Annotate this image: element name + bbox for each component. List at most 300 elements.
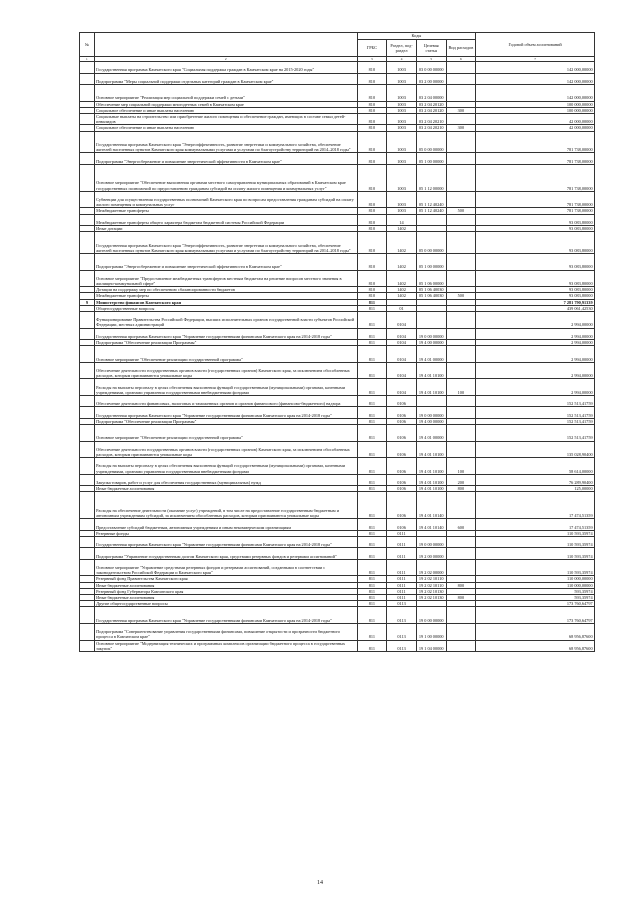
row-number xyxy=(80,85,95,102)
row-vid xyxy=(446,407,476,418)
table-row xyxy=(80,131,595,153)
row-name: Подпрограмма "Обеспечение реализации Программы" xyxy=(94,418,357,424)
row-razdel: 0106 xyxy=(387,418,417,424)
table-row xyxy=(80,85,595,102)
row-cel: 19 2 02 10130 xyxy=(416,594,446,600)
row-razdel: 0106 xyxy=(387,486,417,492)
row-vid xyxy=(446,396,476,407)
row-razdel: 0111 xyxy=(387,588,417,594)
row-cel: 19 4 01 10140 xyxy=(416,492,446,519)
row-number xyxy=(80,640,95,651)
table-body xyxy=(80,62,595,652)
row-amount: 100 000,00000 xyxy=(476,107,595,113)
row-grbs: 810 xyxy=(357,73,387,84)
row-cel: 05 1 06 40030 xyxy=(416,287,446,293)
row-razdel: 0111 xyxy=(387,548,417,559)
row-cel: 05 1 00 00000 xyxy=(416,153,446,164)
row-grbs: 811 xyxy=(357,312,387,329)
row-grbs: 811 xyxy=(357,492,387,519)
row-number xyxy=(80,559,95,576)
row-vid xyxy=(446,607,476,624)
row-razdel: 0104 xyxy=(387,340,417,346)
row-name: Основное мероприятие "Реализация мер социальной поддержки семей с детьми" xyxy=(94,85,357,102)
row-number xyxy=(80,191,95,208)
col-num-header: № xyxy=(80,33,95,57)
row-name: Обеспечение деятельности финансовых, налоговых и таможенных органов и органов финансового (финансово-бюджетного) надзора xyxy=(94,396,357,407)
row-name: Резервный фонд Губернатора Камчатского края xyxy=(94,588,357,594)
table-row xyxy=(80,153,595,164)
row-cel: 05 1 06 00000 xyxy=(416,270,446,287)
row-grbs: 811 xyxy=(357,346,387,363)
row-razdel: 1402 xyxy=(387,270,417,287)
row-amount: 93 083,80000 xyxy=(476,214,595,225)
row-amount: 76 289,90400 xyxy=(476,474,595,485)
row-name: Государственная программа Камчатского края "Энергоэффективность, развитие энергетики и коммунального хозяйства, обеспечение жителей населенных пунктов Камчатского края коммунальными услугами и услугами по благоустройству территорий на 2014–2018 годы" xyxy=(94,232,357,254)
row-cel xyxy=(416,214,446,225)
row-amount: 593,35974 xyxy=(476,588,595,594)
row-vid xyxy=(446,559,476,576)
row-grbs: 811 xyxy=(357,594,387,600)
row-cel: 19 4 01 00000 xyxy=(416,425,446,442)
row-amount: 93 083,80000 xyxy=(476,254,595,271)
row-grbs: 811 xyxy=(357,486,387,492)
row-amount: 781 738,00000 xyxy=(476,131,595,153)
row-grbs: 810 xyxy=(357,125,387,131)
row-grbs: 811 xyxy=(357,601,387,607)
col-razdel-header: Раздел, под-раздел xyxy=(387,40,417,57)
table-row xyxy=(80,164,595,191)
row-vid xyxy=(446,164,476,191)
table-row xyxy=(80,62,595,73)
row-cel: 19 2 02 10110 xyxy=(416,582,446,588)
row-grbs: 811 xyxy=(357,548,387,559)
budget-page xyxy=(79,32,595,652)
row-vid xyxy=(446,270,476,287)
row-razdel: 0113 xyxy=(387,640,417,651)
row-razdel: 1003 xyxy=(387,85,417,102)
table-row xyxy=(80,441,595,458)
row-name: Иные бюджетные ассигнования xyxy=(94,486,357,492)
row-grbs: 811 xyxy=(357,519,387,530)
row-amount: 142 000,00000 xyxy=(476,73,595,84)
col-grbs-header: ГРБС xyxy=(357,40,387,57)
row-vid xyxy=(446,254,476,271)
row-cel: 03 2 00 00000 xyxy=(416,73,446,84)
row-amount: 125,00000 xyxy=(476,486,595,492)
row-vid xyxy=(446,232,476,254)
row-amount: 2 994,00000 xyxy=(476,362,595,379)
row-grbs: 811 xyxy=(357,340,387,346)
col-index: 1 xyxy=(80,57,95,62)
row-number xyxy=(80,362,95,379)
row-vid: 100 xyxy=(446,379,476,396)
row-name: Основное мероприятие "Модернизация технических и программных комплексов организации бюджетного процесса в государственных закупок" xyxy=(94,640,357,651)
row-number xyxy=(80,114,95,125)
row-number xyxy=(80,312,95,329)
row-amount: 2 994,00000 xyxy=(476,328,595,339)
table-row xyxy=(80,254,595,271)
row-razdel: 1003 xyxy=(387,73,417,84)
row-razdel: 1003 xyxy=(387,153,417,164)
row-vid xyxy=(446,492,476,519)
table-row xyxy=(80,607,595,624)
col-cel-header: Целевая статья xyxy=(416,40,446,57)
row-vid xyxy=(446,153,476,164)
row-razdel: 1402 xyxy=(387,287,417,293)
row-amount: 439 061,42530 xyxy=(476,305,595,311)
row-number xyxy=(80,474,95,485)
row-grbs: 810 xyxy=(357,107,387,113)
row-name: Обеспечение деятельности государственных органов власти (государственных органов) Камчатского края, за исключением обособленных расходов, которым присваиваются уникальные коды xyxy=(94,362,357,379)
col-index: 2 xyxy=(94,57,357,62)
row-amount: 93 083,80000 xyxy=(476,293,595,299)
row-vid xyxy=(446,131,476,153)
row-cel: 05 0 00 00000 xyxy=(416,232,446,254)
row-name: Подпрограмма "Управление государственным долгом Камчатского края, средствами резервных фондов и резервами ассигнований" xyxy=(94,548,357,559)
row-grbs: 811 xyxy=(357,362,387,379)
row-grbs: 810 xyxy=(357,287,387,293)
row-cel: 05 1 12 00000 xyxy=(416,164,446,191)
row-cel: 19 4 01 10100 xyxy=(416,474,446,485)
row-cel: 19 0 00 00000 xyxy=(416,328,446,339)
row-grbs: 811 xyxy=(357,607,387,624)
row-amount: 152 513,41759 xyxy=(476,407,595,418)
row-cel: 19 4 01 00000 xyxy=(416,346,446,363)
row-grbs: 810 xyxy=(357,62,387,73)
row-grbs: 810 xyxy=(357,208,387,214)
row-razdel: 0104 xyxy=(387,328,417,339)
table-row xyxy=(80,559,595,576)
row-amount: 7 281 790,91339 xyxy=(476,299,595,305)
row-razdel: 0106 xyxy=(387,407,417,418)
row-cel: 19 4 01 10100 xyxy=(416,379,446,396)
row-cel: 03 2 04 20120 xyxy=(416,101,446,107)
table-row xyxy=(80,346,595,363)
row-vid xyxy=(446,328,476,339)
row-grbs: 811 xyxy=(357,640,387,651)
row-grbs: 810 xyxy=(357,293,387,299)
row-razdel: 1003 xyxy=(387,107,417,113)
row-grbs: 810 xyxy=(357,191,387,208)
table-row xyxy=(80,232,595,254)
row-grbs: 811 xyxy=(357,425,387,442)
row-vid xyxy=(446,214,476,225)
row-number xyxy=(80,425,95,442)
row-razdel: 0106 xyxy=(387,474,417,485)
row-number xyxy=(80,623,95,640)
row-grbs: 810 xyxy=(357,85,387,102)
col-index: 3 xyxy=(357,57,387,62)
row-cel: 19 1 00 00000 xyxy=(416,623,446,640)
col-index: 4 xyxy=(387,57,417,62)
budget-table xyxy=(79,32,595,652)
row-cel: 19 1 04 00000 xyxy=(416,640,446,651)
row-grbs: 811 xyxy=(357,588,387,594)
row-razdel: 1003 xyxy=(387,191,417,208)
row-cel: 19 4 01 10140 xyxy=(416,519,446,530)
row-amount: 173 760,64797 xyxy=(476,601,595,607)
row-name: Основное мероприятие "Обеспечение реализации государственной программы" xyxy=(94,425,357,442)
row-grbs: 811 xyxy=(357,328,387,339)
row-name: Расходы на обеспечение деятельности (оказание услуг) учреждений, в том числе на предоставление государственным бюджетным и автономным учреждениям субсидий, за исключением обособленных расходов, которым присваиваются уникальные коды xyxy=(94,492,357,519)
row-razdel: 0106 xyxy=(387,441,417,458)
row-amount: 110 000,00000 xyxy=(476,576,595,582)
row-cel: 05 1 00 00000 xyxy=(416,254,446,271)
row-number xyxy=(80,519,95,530)
table-row xyxy=(80,492,595,519)
row-cel: 05 0 00 00000 xyxy=(416,131,446,153)
row-number xyxy=(80,153,95,164)
row-name: Подпрограмма "Совершенствование управления государственными финансами, повышение открытости и прозрачности бюджетного процесса в Камчатском крае" xyxy=(94,623,357,640)
row-razdel: 0104 xyxy=(387,346,417,363)
col-amount-header: Годовой объем ассигнований xyxy=(476,33,595,57)
row-cel: 03 2 04 20210 xyxy=(416,125,446,131)
row-amount: 593,35974 xyxy=(476,594,595,600)
row-vid xyxy=(446,425,476,442)
row-name: Обеспечение мер социальной поддержки многодетных семей в Камчатском крае xyxy=(94,101,357,107)
row-razdel: 0111 xyxy=(387,582,417,588)
row-cel: 03 0 00 00000 xyxy=(416,62,446,73)
row-cel: 05 1 12 40240 xyxy=(416,191,446,208)
row-name: Государственная программа Камчатского края "Управление государственными финансами Камчатского края на 2014-2018 годы" xyxy=(94,607,357,624)
row-name: Подпрограмма "Обеспечение реализации Программы" xyxy=(94,340,357,346)
row-name: Иные бюджетные ассигнования xyxy=(94,594,357,600)
row-name: Предоставление субсидий бюджетным, автономным учреждениям и иным некоммерческим организациям xyxy=(94,519,357,530)
row-amount: 93 083,80000 xyxy=(476,226,595,232)
row-amount: 17 474,51359 xyxy=(476,492,595,519)
table-row xyxy=(80,407,595,418)
row-amount: 42 000,00000 xyxy=(476,114,595,125)
row-razdel: 1003 xyxy=(387,114,417,125)
row-amount: 110 593,35974 xyxy=(476,559,595,576)
row-cel: 03 2 04 20120 xyxy=(416,107,446,113)
row-vid: 200 xyxy=(446,474,476,485)
row-razdel: 1402 xyxy=(387,293,417,299)
row-cel: 03 2 04 00000 xyxy=(416,85,446,102)
row-number xyxy=(80,164,95,191)
row-number xyxy=(80,536,95,547)
table-row xyxy=(80,270,595,287)
row-vid xyxy=(446,548,476,559)
row-name: Резервные фонды xyxy=(94,530,357,536)
row-amount: 42 000,00000 xyxy=(476,125,595,131)
row-name: Межбюджетные трансферты xyxy=(94,293,357,299)
row-name: Субвенции для осуществления государственных полномочий Камчатского края по вопросам предоставления гражданам субсидий на оплату жилого помещения и коммунальных услуг xyxy=(94,191,357,208)
row-name: Социальное обеспечение и иные выплаты населению xyxy=(94,125,357,131)
row-razdel: 0106 xyxy=(387,396,417,407)
row-name: Закупка товаров, работ и услуг для обеспечения государственных (муниципальных) нужд xyxy=(94,474,357,485)
row-vid xyxy=(446,362,476,379)
row-number xyxy=(80,492,95,519)
row-number xyxy=(80,607,95,624)
row-name: Иные дотации xyxy=(94,226,357,232)
row-cel: 19 4 01 10100 xyxy=(416,441,446,458)
row-vid xyxy=(446,62,476,73)
row-amount: 110 593,35974 xyxy=(476,530,595,536)
row-name: Обеспечение деятельности государственных органов власти (государственных органов) Камчатского края, за исключением обособленных расходов, которым присваиваются уникальные коды xyxy=(94,441,357,458)
row-number xyxy=(80,328,95,339)
row-cel xyxy=(416,312,446,329)
row-grbs: 810 xyxy=(357,232,387,254)
row-name: Дотации на поддержку мер по обеспечению сбалансированности бюджетов xyxy=(94,287,357,293)
row-grbs: 811 xyxy=(357,530,387,536)
table-row xyxy=(80,214,595,225)
row-grbs: 811 xyxy=(357,474,387,485)
row-grbs: 811 xyxy=(357,299,387,305)
row-razdel: 0111 xyxy=(387,530,417,536)
row-vid: 300 xyxy=(446,125,476,131)
row-vid: 500 xyxy=(446,208,476,214)
row-vid: 800 xyxy=(446,594,476,600)
row-amount: 93 083,80000 xyxy=(476,232,595,254)
row-cel: 03 2 04 20210 xyxy=(416,114,446,125)
row-name: Социальное обеспечение и иные выплаты населению xyxy=(94,107,357,113)
row-razdel: 1003 xyxy=(387,164,417,191)
row-vid xyxy=(446,441,476,458)
row-amount: 2 994,00000 xyxy=(476,379,595,396)
row-razdel: 0111 xyxy=(387,559,417,576)
row-amount: 110 593,35974 xyxy=(476,548,595,559)
row-amount: 781 738,00000 xyxy=(476,153,595,164)
table-row xyxy=(80,474,595,485)
row-number xyxy=(80,73,95,84)
row-name: Расходы на выплаты персоналу в целях обеспечения выполнения функций государственными (муниципальными) органами, казенными учреждениями, органами управления государственными внебюджетными фондами xyxy=(94,458,357,475)
row-grbs: 811 xyxy=(357,407,387,418)
col-index: 7 xyxy=(476,57,595,62)
row-number xyxy=(80,214,95,225)
row-number xyxy=(80,270,95,287)
row-amount: 142 000,00000 xyxy=(476,62,595,73)
row-grbs: 810 xyxy=(357,254,387,271)
row-razdel: 0113 xyxy=(387,623,417,640)
row-grbs: 810 xyxy=(357,114,387,125)
row-vid xyxy=(446,536,476,547)
row-amount: 781 738,00000 xyxy=(476,208,595,214)
row-vid: 600 xyxy=(446,519,476,530)
row-name: Государственная программа Камчатского края "Управление государственными финансами Камчатского края на 2014-2018 годы" xyxy=(94,328,357,339)
row-name: Государственная программа Камчатского края "Управление государственными финансами Камчатского края на 2014-2018 годы" xyxy=(94,536,357,547)
col-index: 5 xyxy=(416,57,446,62)
row-amount: 135 028,90400 xyxy=(476,441,595,458)
row-grbs: 810 xyxy=(357,164,387,191)
row-number xyxy=(80,407,95,418)
row-grbs: 810 xyxy=(357,214,387,225)
row-amount: 68 956,87600 xyxy=(476,623,595,640)
row-number xyxy=(80,379,95,396)
row-amount: 152 513,41759 xyxy=(476,418,595,424)
row-cel: 05 1 06 40030 xyxy=(416,293,446,299)
row-razdel: 0104 xyxy=(387,312,417,329)
table-row xyxy=(80,536,595,547)
row-cel: 19 0 00 00000 xyxy=(416,536,446,547)
row-razdel: 0106 xyxy=(387,458,417,475)
row-cel: 19 4 00 00000 xyxy=(416,418,446,424)
row-grbs: 811 xyxy=(357,582,387,588)
table-row xyxy=(80,548,595,559)
row-vid xyxy=(446,73,476,84)
row-vid: 100 xyxy=(446,458,476,475)
row-razdel: 1402 xyxy=(387,226,417,232)
row-number xyxy=(80,346,95,363)
row-name: Основное мероприятие "Обеспечение выполнения органами местного самоуправления муниципальных образований в Камчатском крае государственных полномочий по предоставлению гражданам субсидий на оплату жилого помещения и коммунальных услуг" xyxy=(94,164,357,191)
row-amount: 93 083,80000 xyxy=(476,270,595,287)
table-row xyxy=(80,362,595,379)
row-grbs: 811 xyxy=(357,305,387,311)
row-cel: 19 0 00 00000 xyxy=(416,407,446,418)
row-grbs: 811 xyxy=(357,441,387,458)
codes-header: Коды xyxy=(357,33,476,40)
row-cel: 19 4 01 10100 xyxy=(416,486,446,492)
row-amount: 58 614,00000 xyxy=(476,458,595,475)
row-cel: 19 4 00 00000 xyxy=(416,340,446,346)
row-amount: 2 994,00000 xyxy=(476,346,595,363)
row-razdel: 0106 xyxy=(387,519,417,530)
row-grbs: 810 xyxy=(357,101,387,107)
row-number xyxy=(80,62,95,73)
row-grbs: 811 xyxy=(357,458,387,475)
row-name: Основное мероприятие "Управление средствами резервных фондов и резервами ассигнований, созданными в соответствии с законодательством Российской Федерации и Камчатского края" xyxy=(94,559,357,576)
row-number xyxy=(80,131,95,153)
row-cel: 19 4 01 10100 xyxy=(416,458,446,475)
table-row xyxy=(80,425,595,442)
row-amount: 2 994,00000 xyxy=(476,312,595,329)
row-razdel: 1402 xyxy=(387,232,417,254)
row-cel: 19 2 02 10130 xyxy=(416,588,446,594)
row-vid xyxy=(446,640,476,651)
row-number: 9 xyxy=(80,299,95,305)
row-razdel: 0104 xyxy=(387,379,417,396)
row-amount: 93 083,80000 xyxy=(476,287,595,293)
row-name: Подпрограмма "Меры социальной поддержки отдельных категорий граждан в Камчатском крае" xyxy=(94,73,357,84)
row-cel xyxy=(416,396,446,407)
row-amount: 781 738,00000 xyxy=(476,191,595,208)
row-vid xyxy=(446,191,476,208)
row-name: Подпрограмма "Энергосбережение и повышение энергетической эффективности в Камчатском крае" xyxy=(94,254,357,271)
row-number xyxy=(80,458,95,475)
row-name: Межбюджетные трансферты xyxy=(94,208,357,214)
row-razdel: 0111 xyxy=(387,576,417,582)
row-name: Функционирование Правительства Российской Федерации, высших исполнительных органов государственной власти субъектов Российской Федерации, местных администраций xyxy=(94,312,357,329)
row-vid xyxy=(446,346,476,363)
table-row xyxy=(80,73,595,84)
row-amount: 173 760,64797 xyxy=(476,607,595,624)
row-amount: 152 513,41759 xyxy=(476,425,595,442)
row-razdel: 0111 xyxy=(387,594,417,600)
row-name: Основное мероприятие "Предоставление межбюджетных трансфертов местным бюджетам на решение вопросов местного значения в жилищно-коммунальной сфере" xyxy=(94,270,357,287)
row-razdel: 01 xyxy=(387,305,417,311)
row-vid xyxy=(446,312,476,329)
row-grbs: 810 xyxy=(357,153,387,164)
page-number: 14 xyxy=(317,880,323,886)
row-amount: 781 738,00000 xyxy=(476,164,595,191)
row-amount: 17 474,51359 xyxy=(476,519,595,530)
table-row xyxy=(80,379,595,396)
row-cel: 05 1 12 40240 xyxy=(416,208,446,214)
table-row xyxy=(80,623,595,640)
row-grbs: 811 xyxy=(357,559,387,576)
table-row xyxy=(80,191,595,208)
table-row xyxy=(80,458,595,475)
row-razdel: 0113 xyxy=(387,601,417,607)
row-vid xyxy=(446,623,476,640)
col-name-header xyxy=(94,33,357,57)
row-razdel: 0113 xyxy=(387,607,417,624)
row-grbs: 811 xyxy=(357,576,387,582)
row-razdel: 1003 xyxy=(387,131,417,153)
row-name: Основное мероприятие "Обеспечение реализации государственной программы" xyxy=(94,346,357,363)
row-number xyxy=(80,548,95,559)
row-razdel: 0106 xyxy=(387,425,417,442)
